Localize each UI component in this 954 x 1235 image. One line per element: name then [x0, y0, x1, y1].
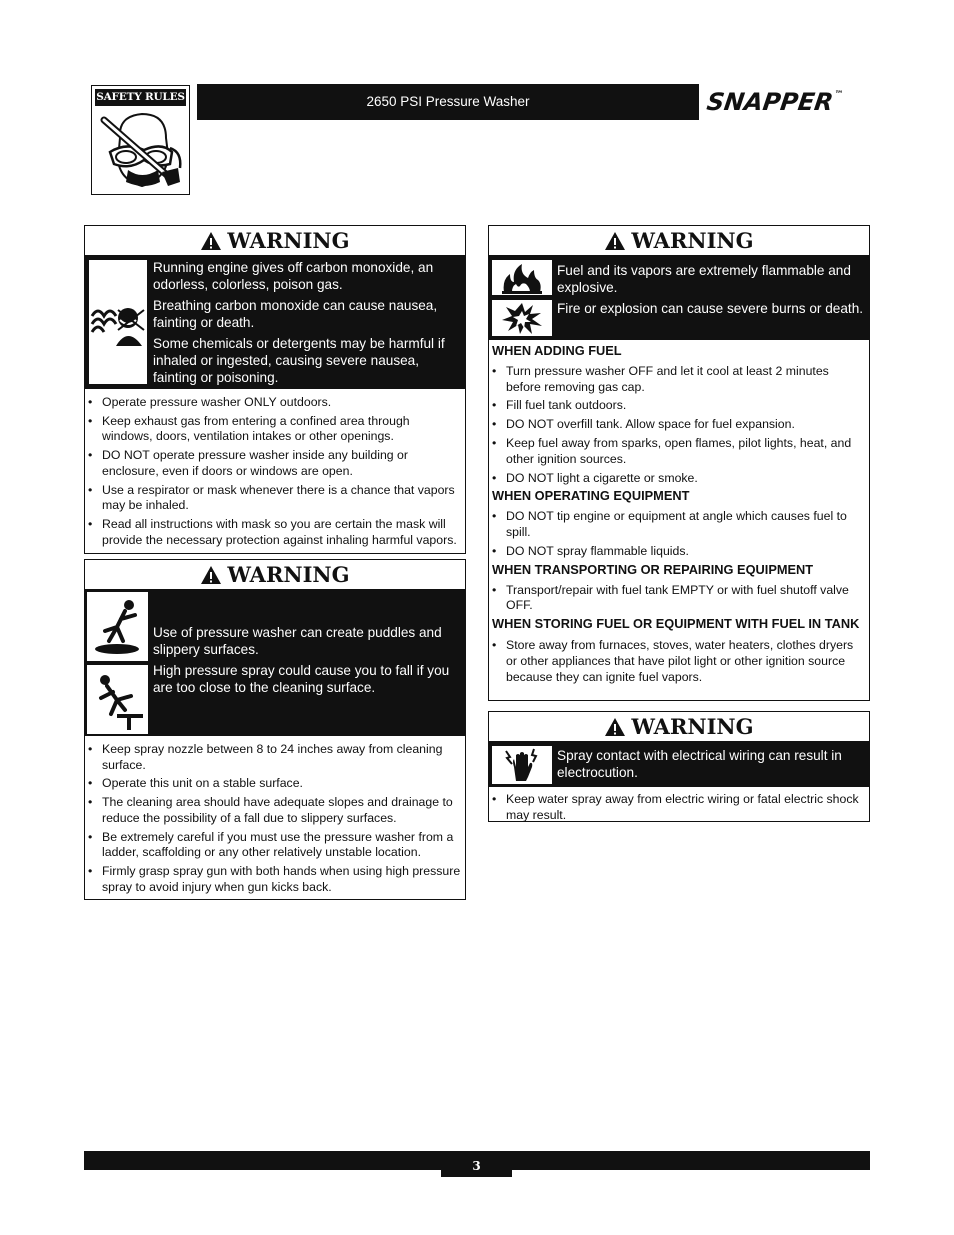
- hazard-icon-cell: [86, 591, 149, 662]
- slippery-surface-icon: [91, 597, 145, 657]
- hazard-block: [489, 742, 869, 787]
- hazard-text: [557, 747, 867, 785]
- warning-panel-fuel: [488, 225, 870, 701]
- hazard-line-1: Spray contact with electrical wiring can result in electrocution.: [557, 748, 842, 780]
- hazard-line-2: High pressure spray could cause you to fall if you are too close to the cleaning surface.: [153, 663, 450, 695]
- fire-icon: [500, 262, 544, 294]
- hazard-icon-cell: [491, 259, 553, 296]
- list-item: • Keep spray nozzle between 8 to 24 inches away from cleaning surface.: [85, 742, 462, 773]
- list-item: • Keep water spray away from electric wiring or fatal electric shock may result.: [489, 792, 866, 823]
- list-item: • Be extremely careful if you must use the pressure washer from a ladder, scaffolding or any other relatively unstable location.: [85, 830, 462, 861]
- header-title: 2650 PSI Pressure Washer: [197, 84, 699, 120]
- list-item: • DO NOT light a cigarette or smoke.: [489, 471, 866, 487]
- list-item: • Store away from furnaces, stoves, water heaters, clothes dryers or other appliances that have pilot light or other ignition source because they can ignite fuel vapors.: [489, 637, 866, 685]
- list-item: • Turn pressure washer OFF and let it cool at least 2 minutes before removing gas cap.: [489, 364, 866, 395]
- list-item: • Keep fuel away from sparks, open flames, pilot lights, heat, and other ignition sources.: [489, 436, 866, 467]
- hazard-icon-cell: [491, 745, 553, 785]
- list-item: • DO NOT tip engine or equipment at angle which causes fuel to spill.: [489, 509, 866, 540]
- section-heading: WHEN STORING FUEL OR EQUIPMENT WITH FUEL IN TANK: [492, 616, 860, 632]
- list-item: • Keep exhaust gas from entering a confined area through windows, doors, ventilation intakes or other openings.: [85, 414, 462, 445]
- hazard-block: [85, 590, 465, 736]
- list-item: • Transport/repair with fuel tank EMPTY or with fuel shutoff valve OFF.: [489, 583, 866, 614]
- list-item: • DO NOT spray flammable liquids.: [489, 544, 866, 560]
- warning-title: WARNING: [227, 228, 350, 253]
- instruction-list: [489, 583, 866, 614]
- warning-panel-slippery-surfaces: [84, 559, 466, 900]
- warning-panel-electrical-shock: [488, 711, 870, 822]
- list-item: • Operate pressure washer ONLY outdoors.: [85, 395, 462, 411]
- instruction-list: [489, 787, 869, 823]
- warning-triangle-icon: [200, 565, 222, 585]
- hazard-icon-cell: [86, 664, 149, 735]
- safety-rules-badge: [91, 85, 190, 195]
- warning-header: [489, 712, 869, 742]
- brand-logo: [705, 88, 844, 116]
- hazard-text: [153, 624, 463, 700]
- hazard-line-1: Fuel and its vapors are extremely flammable and explosive.: [557, 263, 851, 295]
- list-item: • Use a respirator or mask whenever there is a chance that vapors may be inhaled.: [85, 483, 462, 514]
- toxic-fumes-icon: [90, 296, 146, 348]
- hazard-line-1: Running engine gives off carbon monoxide, an odorless, colorless, poison gas.: [153, 260, 434, 292]
- warning-title: WARNING: [631, 714, 754, 739]
- section-heading: WHEN ADDING FUEL: [492, 343, 622, 358]
- list-item: • DO NOT overfill tank. Allow space for fuel expansion.: [489, 417, 866, 433]
- list-item: • Operate this unit on a stable surface.: [85, 776, 462, 792]
- hazard-block: [489, 256, 869, 340]
- instruction-list: [489, 364, 866, 486]
- page-number: 3: [441, 1151, 512, 1177]
- warning-triangle-icon: [604, 231, 626, 251]
- warning-title: WARNING: [227, 562, 350, 587]
- warning-triangle-icon: [200, 231, 222, 251]
- warning-panel-carbon-monoxide: [84, 225, 466, 554]
- fuel-sections: [489, 340, 869, 685]
- instruction-list: [489, 509, 866, 559]
- list-item: • Read all instructions with mask so you are certain the mask will provide the necessary protection against inhaling harmful vapors.: [85, 517, 462, 548]
- hazard-line-1: Use of pressure washer can create puddles and slippery surfaces.: [153, 625, 442, 657]
- hazard-line-2: Fire or explosion can cause severe burns or death.: [557, 301, 864, 316]
- safety-gear-icon: [98, 108, 184, 192]
- section-heading: WHEN OPERATING EQUIPMENT: [492, 488, 690, 504]
- brand-trademark: ™: [833, 90, 844, 100]
- hazard-block: [85, 256, 465, 389]
- safety-rules-label: SAFETY RULES: [95, 89, 186, 106]
- hazard-line-3: Some chemicals or detergents may be harmful if inhaled or ingested, causing severe nausea, fainting or poisoning.: [153, 336, 445, 385]
- list-item: • Firmly grasp spray gun with both hands when using high pressure spray to avoid injury when gun kicks back.: [85, 864, 462, 895]
- hazard-icon-cell: [88, 259, 148, 385]
- instruction-list: [85, 736, 465, 895]
- warning-title: WARNING: [631, 228, 754, 253]
- warning-triangle-icon: [604, 717, 626, 737]
- explosion-icon: [500, 301, 544, 335]
- section-heading: WHEN TRANSPORTING OR REPAIRING EQUIPMENT: [492, 561, 814, 577]
- hazard-text: [557, 262, 867, 321]
- list-item: • Fill fuel tank outdoors.: [489, 398, 866, 414]
- brand-name: SNAPPER: [705, 88, 835, 116]
- electric-shock-icon: [504, 747, 540, 783]
- hazard-line-2: Breathing carbon monoxide can cause nausea, fainting or death.: [153, 298, 438, 330]
- list-item: • DO NOT operate pressure washer inside any building or enclosure, even if doors or windows are open.: [85, 448, 462, 479]
- hazard-icon-cell: [491, 299, 553, 337]
- warning-header: [85, 560, 465, 590]
- instruction-list: [489, 637, 866, 685]
- hazard-text: [153, 259, 463, 390]
- list-item: • The cleaning area should have adequate slopes and drainage to reduce the possibility of a fall due to slippery surfaces.: [85, 795, 462, 826]
- falling-person-icon: [91, 670, 145, 730]
- instruction-list: [85, 389, 465, 548]
- warning-header: [85, 226, 465, 256]
- warning-header: [489, 226, 869, 256]
